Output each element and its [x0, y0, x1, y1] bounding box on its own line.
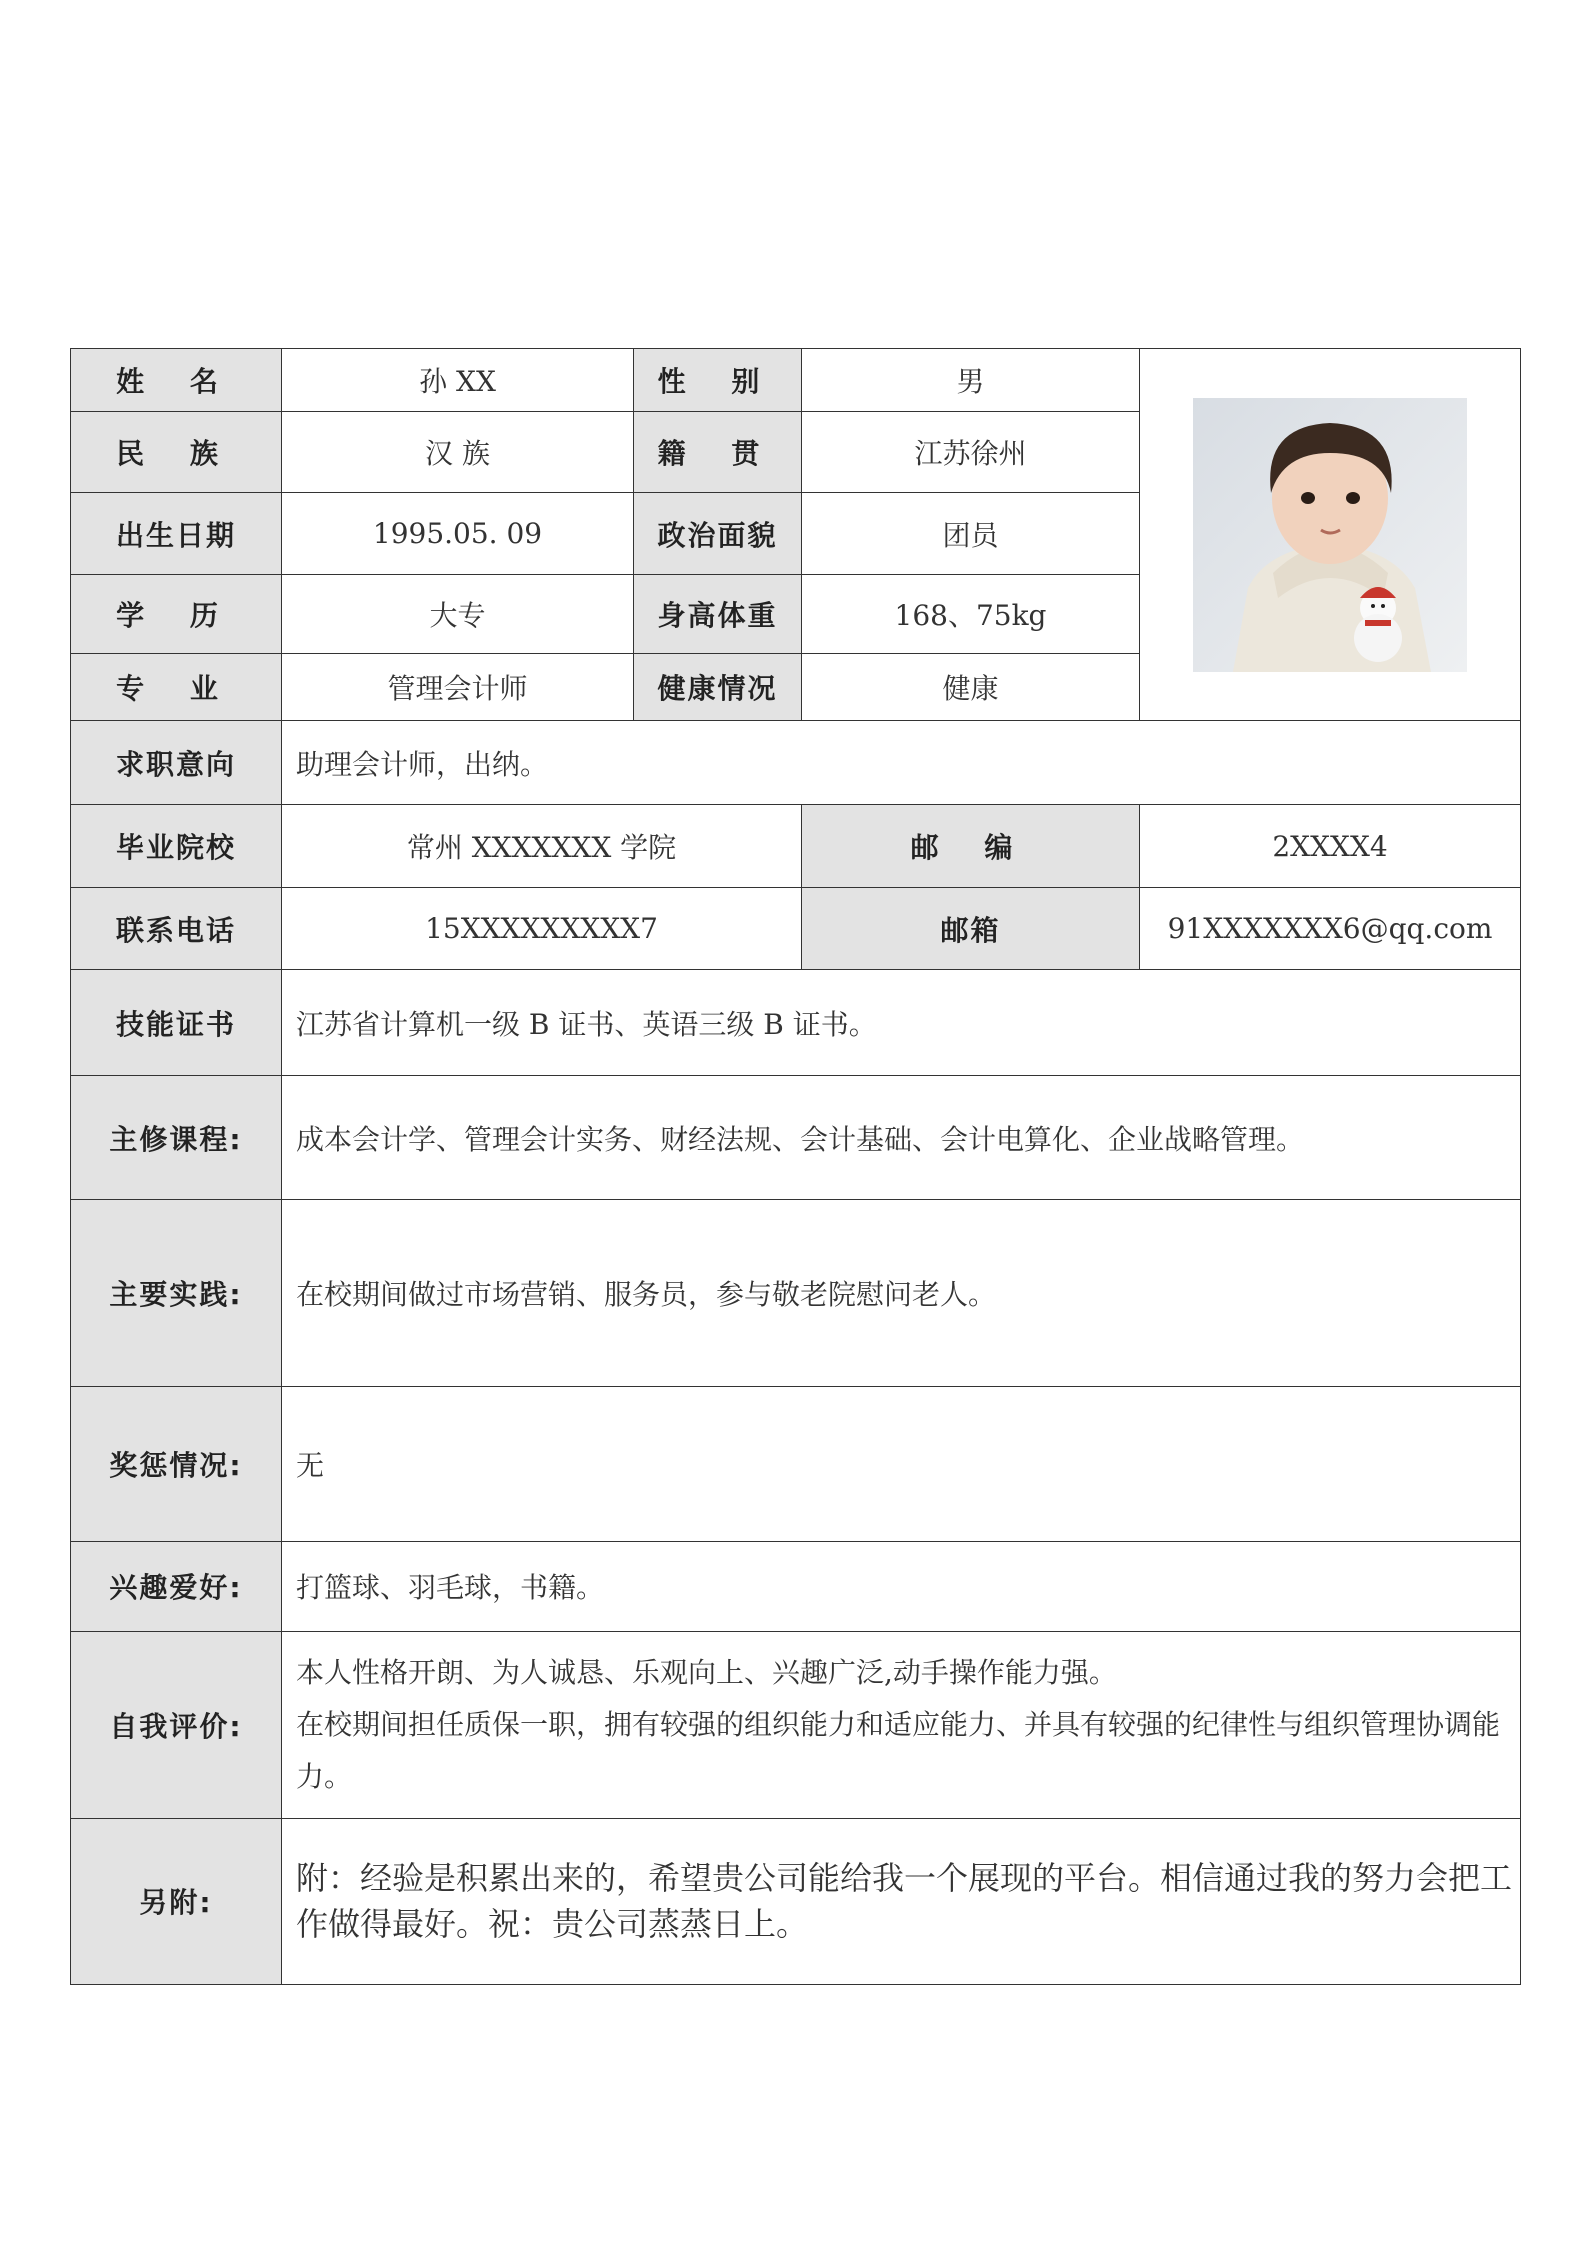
education-label: 学 历 — [71, 575, 282, 654]
name-value: 孙 XX — [282, 349, 634, 412]
email-label: 邮箱 — [802, 888, 1140, 970]
major-label: 专 业 — [71, 654, 282, 721]
phone-label: 联系电话 — [71, 888, 282, 970]
ethnicity-label: 民 族 — [71, 412, 282, 493]
self-evaluation-line: 本人性格开朗、为人诚恳、乐观向上、兴趣广泛,动手操作能力强。 — [296, 1655, 1117, 1689]
native-place-value: 江苏徐州 — [802, 412, 1140, 493]
email-value: 91XXXXXXX6@qq.com — [1140, 888, 1521, 970]
birth-value: 1995.05. 09 — [282, 493, 634, 575]
additional-line: 附：经验是积累出来的，希望贵公司能给我一个展现的平台。相信通过我的努力会把工 — [296, 1859, 1513, 1898]
awards-value: 无 — [282, 1386, 1521, 1541]
practice-value: 在校期间做过市场营销、服务员，参与敬老院慰问老人。 — [282, 1200, 1521, 1386]
school-value: 常州 XXXXXXX 学院 — [282, 805, 802, 888]
hobbies-value: 打篮球、羽毛球，书籍。 — [282, 1541, 1521, 1631]
native-place-label: 籍 贯 — [634, 412, 802, 493]
zip-value: 2XXXX4 — [1140, 805, 1521, 888]
gender-label: 性 别 — [634, 349, 802, 412]
certificates-value: 江苏省计算机一级 B 证书、英语三级 B 证书。 — [282, 970, 1521, 1076]
birth-label: 出生日期 — [71, 493, 282, 575]
hobbies-label: 兴趣爱好: — [71, 1541, 282, 1631]
health-label: 健康情况 — [634, 654, 802, 721]
education-value: 大专 — [282, 575, 634, 654]
courses-label: 主修课程: — [71, 1076, 282, 1200]
additional-value — [282, 1818, 1521, 1984]
job-intent-label: 求职意向 — [71, 721, 282, 805]
height-weight-value: 168、75kg — [802, 575, 1140, 654]
certificates-label: 技能证书 — [71, 970, 282, 1076]
practice-label: 主要实践: — [71, 1200, 282, 1386]
political-label: 政治面貌 — [634, 493, 802, 575]
awards-label: 奖惩情况: — [71, 1386, 282, 1541]
photo-cell — [1140, 349, 1521, 721]
school-label: 毕业院校 — [71, 805, 282, 888]
portrait-photo-icon — [1193, 398, 1467, 672]
name-label: 姓 名 — [71, 349, 282, 412]
zip-label: 邮 编 — [802, 805, 1140, 888]
courses-value: 成本会计学、管理会计实务、财经法规、会计基础、会计电算化、企业战略管理。 — [282, 1076, 1521, 1200]
phone-value: 15XXXXXXXXX7 — [282, 888, 802, 970]
additional-line: 作做得最好。祝：贵公司蒸蒸日上。 — [296, 1905, 809, 1944]
major-value: 管理会计师 — [282, 654, 634, 721]
additional-label: 另附: — [71, 1818, 282, 1984]
self-evaluation-label: 自我评价: — [71, 1631, 282, 1818]
self-evaluation-value — [282, 1631, 1521, 1818]
height-weight-label: 身高体重 — [634, 575, 802, 654]
self-evaluation-line: 在校期间担任质保一职，拥有较强的组织能力和适应能力、并具有较强的纪律性与组织管理协调能 — [296, 1707, 1501, 1741]
ethnicity-value: 汉 族 — [282, 412, 634, 493]
resume-table — [70, 348, 1521, 1985]
self-evaluation-line: 力。 — [296, 1759, 353, 1793]
gender-value: 男 — [802, 349, 1140, 412]
health-value: 健康 — [802, 654, 1140, 721]
political-value: 团员 — [802, 493, 1140, 575]
job-intent-value: 助理会计师，出纳。 — [282, 721, 1521, 805]
